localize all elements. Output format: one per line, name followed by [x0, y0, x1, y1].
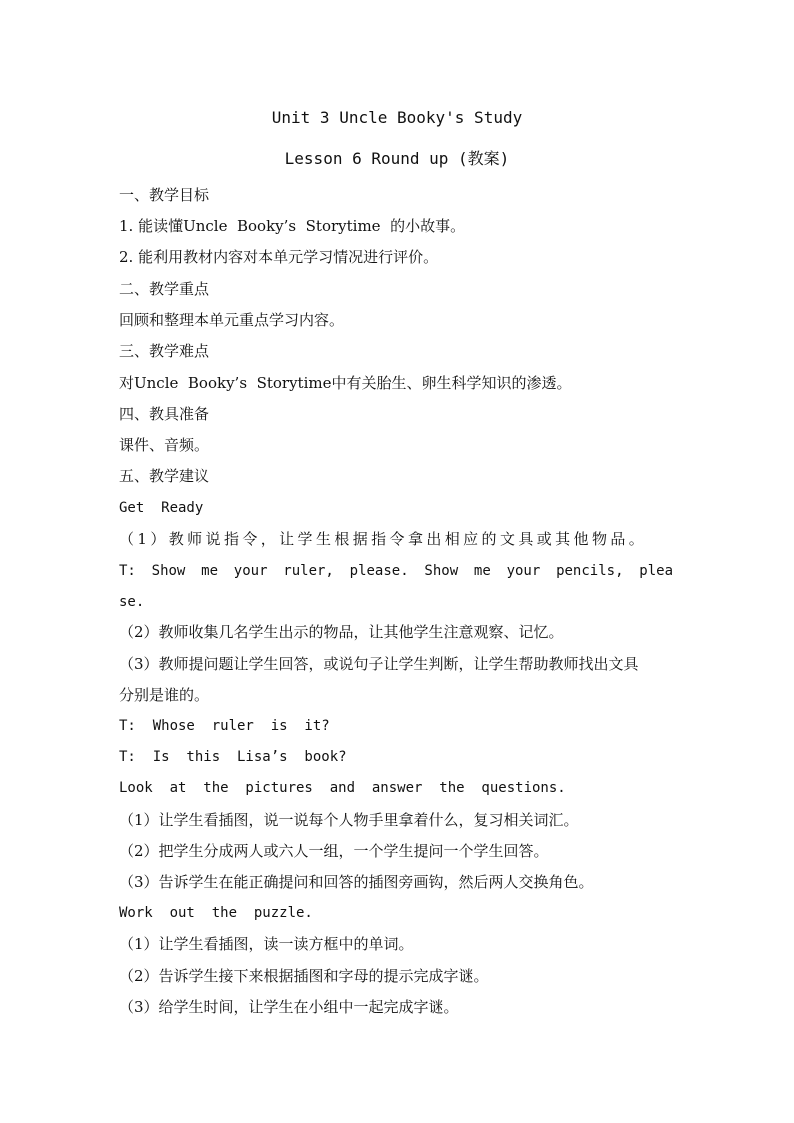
- section-heading-difficulties: 三、教学难点: [119, 342, 210, 360]
- difficulties-text: 对Uncle Booky’s Storytime中有关胎生、卵生科学知识的渗透。: [119, 374, 572, 392]
- get-ready-question-1: T: Whose ruler is it?: [119, 718, 330, 734]
- get-ready-step-3: （3）教师提问题让学生回答，或说句子让学生判断，让学生帮助教师找出文具: [119, 655, 639, 673]
- section-heading-suggestions: 五、教学建议: [119, 467, 210, 485]
- section-heading-key-points: 二、教学重点: [119, 280, 210, 298]
- activity-heading-get-ready: Get Ready: [119, 500, 204, 516]
- get-ready-example-line-cont: se.: [119, 594, 145, 610]
- get-ready-step-3-cont: 分别是谁的。: [119, 686, 210, 704]
- get-ready-question-2: T: Is this Lisa’s book?: [119, 749, 347, 765]
- objective-item-1: 1. 能读懂Uncle Booky’s Storytime 的小故事。: [119, 217, 466, 235]
- document-title: Unit 3 Uncle Booky's Study: [271, 108, 523, 127]
- key-points-text: 回顾和整理本单元重点学习内容。: [119, 311, 345, 329]
- puzzle-step-1: （1）让学生看插图，读一读方框中的单词。: [119, 935, 414, 953]
- section-heading-objectives: 一、教学目标: [119, 186, 210, 204]
- look-answer-step-3: （3）告诉学生在能正确提问和回答的插图旁画钩，然后两人交换角色。: [119, 873, 594, 891]
- objective-item-2: 2. 能利用教材内容对本单元学习情况进行评价。: [119, 248, 439, 266]
- get-ready-step-2: （2）教师收集几名学生出示的物品，让其他学生注意观察、记忆。: [119, 623, 564, 641]
- get-ready-step-1: （1）教师说指令，让学生根据指令拿出相应的文具或其他物品。: [119, 530, 648, 548]
- get-ready-example-line: T: Show me your ruler, please. Show me your pencils, plea: [119, 563, 673, 579]
- document-subtitle: Lesson 6 Round up (教案): [284, 149, 510, 168]
- look-answer-step-2: （2）把学生分成两人或六人一组，一个学生提问一个学生回答。: [119, 842, 549, 860]
- section-heading-materials: 四、教具准备: [119, 405, 210, 423]
- activity-heading-puzzle: Work out the puzzle.: [119, 905, 313, 921]
- puzzle-step-2: （2）告诉学生接下来根据插图和字母的提示完成字谜。: [119, 967, 489, 985]
- materials-text: 课件、音频。: [119, 436, 210, 454]
- activity-heading-look-answer: Look at the pictures and answer the questions.: [119, 780, 566, 796]
- puzzle-step-3: （3）给学生时间，让学生在小组中一起完成字谜。: [119, 998, 459, 1016]
- look-answer-step-1: （1）让学生看插图，说一说每个人物手里拿着什么，复习相关词汇。: [119, 811, 579, 829]
